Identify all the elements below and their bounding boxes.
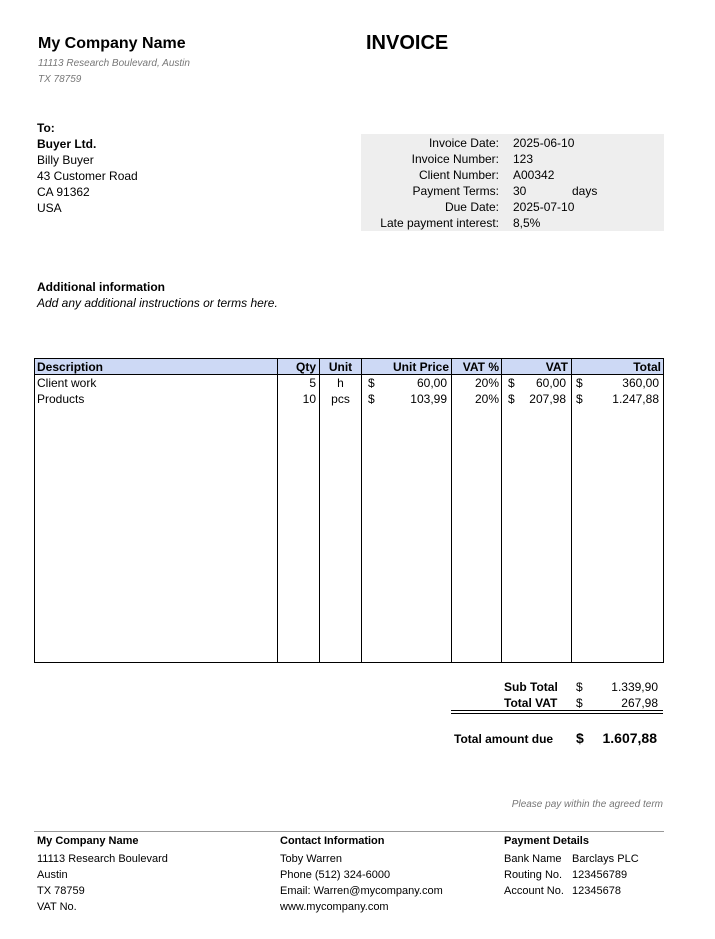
meta-row-client-number <box>361 167 664 183</box>
totals-divider <box>451 713 663 714</box>
amount-due-value: 1.607,88 <box>602 730 657 746</box>
row-1-unit-price: 60,00 <box>416 376 447 390</box>
bill-to-block <box>37 120 138 216</box>
footer-company-line1: 11113 Research Boulevard <box>37 853 168 865</box>
row-2-vat-pct: 20% <box>474 392 499 406</box>
total-vat-value: 267,98 <box>621 696 658 710</box>
row-2-price-currency: $ <box>368 392 375 406</box>
company-name: My Company Name <box>38 35 186 52</box>
total-vat-currency: $ <box>576 696 583 710</box>
due-date-value: 2025-07-10 <box>513 200 575 214</box>
footer-divider <box>34 831 664 832</box>
footer-company-line2: Austin <box>37 869 68 881</box>
invoice-title: INVOICE <box>366 32 449 54</box>
footer-payment-title: Payment Details <box>504 835 589 847</box>
payment-note: Please pay within the agreed term <box>511 799 663 810</box>
line-items-table <box>34 358 664 663</box>
total-vat-label: Total VAT <box>504 696 558 710</box>
bank-name-label: Bank Name <box>504 853 562 865</box>
footer-contact <box>280 833 443 915</box>
amount-due-currency: $ <box>576 730 584 746</box>
row-1-total-currency: $ <box>576 376 583 390</box>
subtotal-label: Sub Total <box>504 680 558 694</box>
footer-company <box>37 833 168 915</box>
company-address-line1: 11113 Research Boulevard, Austin <box>38 58 190 69</box>
totals-divider <box>451 710 663 711</box>
meta-row-invoice-number <box>361 151 664 167</box>
header-unit-price: Unit Price <box>392 360 449 374</box>
invoice-number-value: 123 <box>513 152 534 166</box>
row-2-total: 1.247,88 <box>612 392 659 406</box>
subtotal-currency: $ <box>576 680 583 694</box>
invoice-meta-panel <box>361 134 664 231</box>
column-divider <box>501 359 502 662</box>
row-2-vat: 207,98 <box>529 392 566 406</box>
footer-payment <box>504 833 664 899</box>
invoice-date-value: 2025-06-10 <box>513 136 575 150</box>
row-1-qty: 5 <box>309 376 316 390</box>
footer-contact-phone: Phone (512) 324-6000 <box>280 869 391 881</box>
row-2-description: Products <box>37 392 85 406</box>
row-1-unit: h <box>337 376 344 390</box>
row-1-vat: 60,00 <box>535 376 566 390</box>
row-1-vat-pct: 20% <box>474 376 499 390</box>
bill-to-country: USA <box>37 201 62 215</box>
header-vat: VAT <box>545 360 568 374</box>
footer-routing-row <box>504 867 664 883</box>
header-total: Total <box>633 360 661 374</box>
footer-account-row <box>504 883 664 899</box>
amount-due-label: Total amount due <box>454 732 554 746</box>
meta-row-invoice-date <box>361 135 664 151</box>
bill-to-street: 43 Customer Road <box>37 169 138 183</box>
client-number-label: Client Number: <box>418 168 499 182</box>
subtotal-value: 1.339,90 <box>611 680 658 694</box>
invoice-number-label: Invoice Number: <box>411 152 499 166</box>
row-2-total-currency: $ <box>576 392 583 406</box>
bill-to-heading: To: <box>37 121 55 135</box>
footer-company-line3: TX 78759 <box>37 885 85 897</box>
due-date-label: Due Date: <box>444 200 499 214</box>
column-divider <box>571 359 572 662</box>
meta-row-payment-terms <box>361 183 664 199</box>
bank-name-value: Barclays PLC <box>572 853 639 865</box>
meta-row-due-date <box>361 199 664 215</box>
row-2-vat-currency: $ <box>508 392 515 406</box>
meta-row-late-interest <box>361 215 664 231</box>
footer-company-line4: VAT No. <box>37 901 77 913</box>
account-value: 12345678 <box>572 885 621 897</box>
header-vat-pct: VAT % <box>462 360 499 374</box>
footer-contact-title: Contact Information <box>280 835 385 847</box>
additional-info-text: Add any additional instructions or terms here. <box>37 296 278 310</box>
late-interest-value: 8,5% <box>513 216 541 230</box>
routing-label: Routing No. <box>504 869 563 881</box>
row-2-qty: 10 <box>302 392 316 406</box>
payment-terms-unit: days <box>572 184 598 198</box>
footer-bank-row <box>504 851 664 867</box>
bill-to-contact: Billy Buyer <box>37 153 94 167</box>
row-2-unit-price: 103,99 <box>410 392 447 406</box>
routing-value: 123456789 <box>572 869 628 881</box>
footer-company-title: My Company Name <box>37 835 139 847</box>
footer-contact-name: Toby Warren <box>280 853 342 865</box>
header-qty: Qty <box>295 360 316 374</box>
bill-to-city: CA 91362 <box>37 185 90 199</box>
payment-terms-label: Payment Terms: <box>412 184 499 198</box>
row-1-total: 360,00 <box>622 376 659 390</box>
row-1-price-currency: $ <box>368 376 375 390</box>
column-divider <box>361 359 362 662</box>
late-interest-label: Late payment interest: <box>380 216 499 230</box>
footer-contact-web: www.mycompany.com <box>280 901 389 913</box>
account-label: Account No. <box>504 885 564 897</box>
header-description: Description <box>37 360 104 374</box>
header-unit: Unit <box>328 360 353 374</box>
row-1-description: Client work <box>37 376 97 390</box>
bill-to-company: Buyer Ltd. <box>37 137 97 151</box>
payment-terms-value: 30 <box>513 184 527 198</box>
client-number-value: A00342 <box>513 168 555 182</box>
row-1-vat-currency: $ <box>508 376 515 390</box>
company-address-line2: TX 78759 <box>38 74 82 85</box>
invoice-date-label: Invoice Date: <box>428 136 499 150</box>
footer-contact-email: Email: Warren@mycompany.com <box>280 885 443 897</box>
row-2-unit: pcs <box>331 392 350 406</box>
additional-info-title: Additional information <box>37 280 165 294</box>
